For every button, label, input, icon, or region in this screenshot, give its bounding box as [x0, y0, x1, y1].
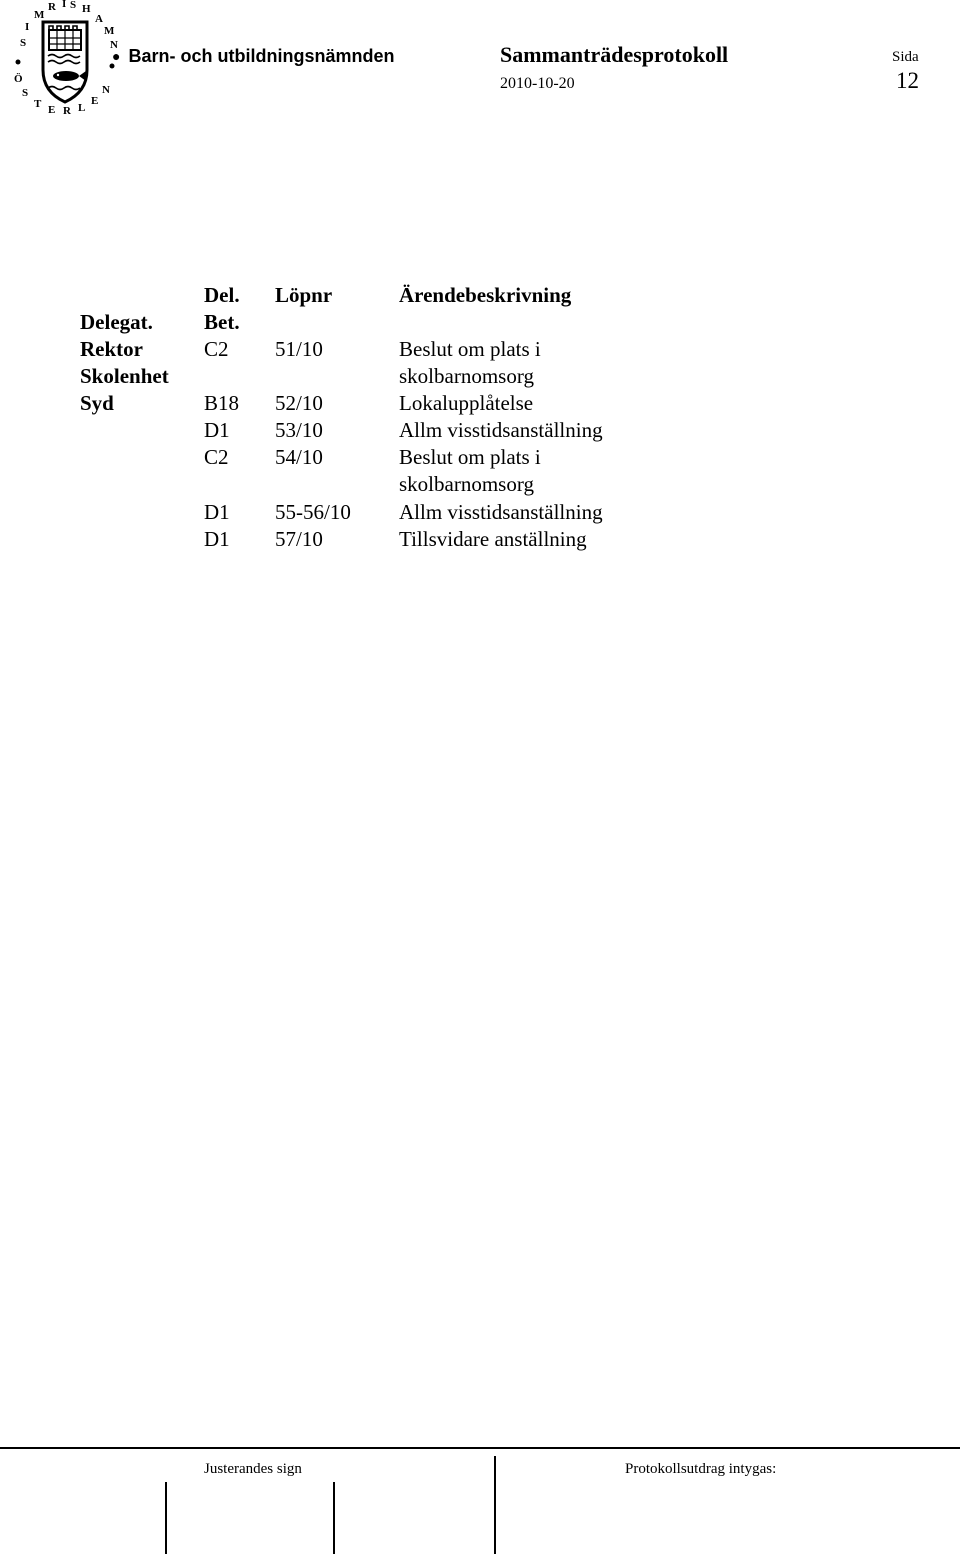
table-row-bet: B18 — [204, 391, 240, 415]
table-row-desc: Beslut om plats i — [399, 337, 541, 361]
table-row-desc: Allm visstidsanställning — [399, 500, 603, 524]
svg-text:M: M — [104, 25, 115, 37]
svg-text:S: S — [70, 0, 77, 11]
delegate-line-2: Skolenhet — [80, 364, 169, 388]
table-row-desc: Tillsvidare anställning — [399, 527, 587, 551]
header-delegat: Delegat. — [80, 310, 153, 334]
svg-text:L: L — [78, 102, 86, 114]
svg-text:M: M — [34, 9, 45, 21]
page-label: Sida — [892, 49, 919, 65]
svg-text:N: N — [102, 84, 110, 96]
table-row-bet: C2 — [204, 337, 229, 361]
svg-text:S: S — [20, 37, 27, 49]
header-lopnr: Löpnr — [275, 283, 333, 307]
svg-text:S: S — [22, 87, 29, 99]
document-title: Sammanträdesprotokoll — [500, 42, 729, 67]
svg-text:A: A — [95, 13, 103, 25]
table-row-desc: Allm visstidsanställning — [399, 418, 603, 442]
delegate-line-3: Syd — [80, 391, 114, 415]
signature-box-divider — [333, 1482, 335, 1554]
footer-rule — [0, 1447, 960, 1449]
table-row-lopnr: 55-56/10 — [275, 500, 351, 524]
table-row-lopnr: 51/10 — [275, 337, 323, 361]
delegate-line-1: Rektor — [80, 337, 143, 361]
table-row-desc: Lokalupplåtelse — [399, 391, 534, 415]
table-row-desc-cont: skolbarnomsorg — [399, 472, 534, 496]
table-row-desc: Beslut om plats i — [399, 445, 541, 469]
svg-text:T: T — [34, 98, 42, 110]
table-row-bet: C2 — [204, 445, 229, 469]
justerandes-sign-label: Justerandes sign — [204, 1461, 302, 1477]
header-arende: Ärendebeskrivning — [399, 283, 572, 307]
committee-name-text: Barn- och utbildningsnämnden — [128, 46, 395, 66]
svg-text:I: I — [62, 0, 67, 10]
svg-text:Ö: Ö — [14, 73, 23, 85]
table-row-lopnr: 52/10 — [275, 391, 323, 415]
table-row-lopnr: 53/10 — [275, 418, 323, 442]
meeting-date: 2010-10-20 — [500, 75, 575, 92]
table-row-desc-cont: skolbarnomsorg — [399, 364, 534, 388]
committee-name: ● Barn- och utbildningsnämnden — [112, 46, 395, 66]
signature-box-divider — [165, 1482, 167, 1554]
table-row-lopnr: 57/10 — [275, 527, 323, 551]
table-row-lopnr: 54/10 — [275, 445, 323, 469]
svg-text:E: E — [91, 95, 99, 107]
header-bet: Bet. — [204, 310, 240, 334]
svg-text:R: R — [48, 1, 56, 13]
table-row-bet: D1 — [204, 418, 230, 442]
svg-text:I: I — [25, 21, 30, 33]
protokollsutdrag-label: Protokollsutdrag intygas: — [625, 1461, 777, 1477]
svg-text:H: H — [82, 3, 91, 15]
municipal-seal-icon — [6, 0, 124, 118]
table-row-bet: D1 — [204, 527, 230, 551]
page-number: 12 — [896, 68, 919, 93]
svg-text:E: E — [48, 104, 56, 116]
svg-text:R: R — [63, 105, 71, 117]
table-row-bet: D1 — [204, 500, 230, 524]
svg-text:N: N — [110, 39, 118, 51]
header-del: Del. — [204, 283, 240, 307]
footer-divider — [494, 1456, 496, 1554]
